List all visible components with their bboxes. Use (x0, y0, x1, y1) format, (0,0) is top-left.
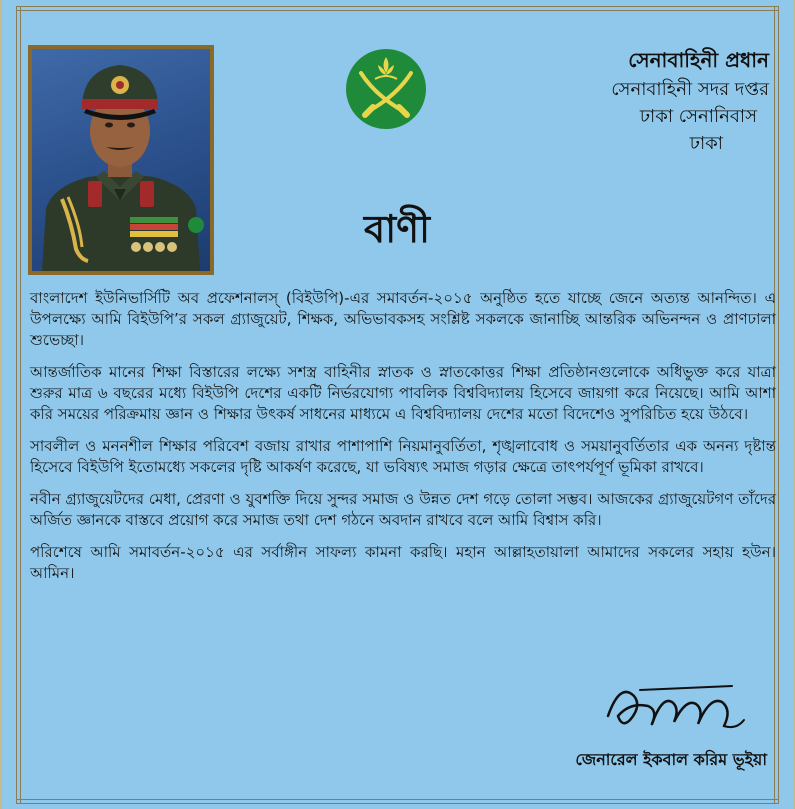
paragraph: বাংলাদেশ ইউনিভার্সিটি অব প্রফেশনালস্ (বিইউপি)-এর সমাবর্তন-২০১৫ অনুষ্ঠিত হতে যাচ্ছে জেনে অত্যন্ত আনন্দিত। এ উপলক্ষ্যে আমি বিইউপি’র সকল গ্র্যাজুয়েট, শিক্ষক, অভিভাবকসহ সংশ্লিষ্ট সকলকে জানাচ্ছি আন্তরিক অভিনন্দন ও প্রাণঢালা শুভেচ্ছা। (30, 289, 776, 349)
city-name: ঢাকা (689, 133, 723, 154)
paragraph: আন্তর্জাতিক মানের শিক্ষা বিস্তারের লক্ষ্যে সশস্ত্র বাহিনীর স্নাতক ও স্নাতকোত্তর শিক্ষা প্রতিষ্ঠানগুলোকে অধিভুক্ত করে যাত্রা শুরুর মাত্র ৬ বছরের মধ্যে বিইউপি দেশের একটি নির্ভরযোগ্য পাবলিক বিশ্ববিদ্যালয় হিসেবে জায়গা করে নিয়েছে। আমি আশা করি সময়ের পরিক্রমায় জ্ঞান ও শিক্ষার উৎকর্ষ সাধনের মাধ্যমে এ বিশ্ববিদ্যালয় দেশের মতো বিদেশেও সুপরিচিত হয়ে উঠবে। (30, 363, 776, 423)
hq-address-block (529, 46, 769, 157)
portrait-illustration (32, 49, 210, 271)
page-title: বাণী (363, 207, 431, 251)
cantonment-name: ঢাকা সেনানিবাস (639, 106, 757, 127)
top-border (16, 6, 779, 11)
office-name: সেনাবাহিনী সদর দপ্তর (611, 79, 769, 100)
message-body (30, 288, 776, 595)
paragraph: পরিশেষে আমি সমাবর্তন-২০১৫ এর সর্বাঙ্গীন সাফল্য কামনা করছি। মহান আল্লাহতায়ালা আমাদের সকলের সহায় হউন। আমিন। (30, 543, 776, 582)
paragraph: সাবলীল ও মননশীল শিক্ষার পরিবেশ বজায় রাখার পাশাপাশি নিয়মানুবর্তিতা, শৃঙ্খলাবোধ ও সময়ানুবর্তিতার এক অনন্য দৃষ্টান্ত হিসেবে বিইউপি ইতোমধ্যে সকলের দৃষ্টি আকর্ষণ করেছে, যা ভবিষ্যৎ সমাজ গড়ার ক্ষেত্রে তাৎপর্যপূর্ণ ভূমিকা রাখবে। (30, 437, 776, 476)
paragraph: নবীন গ্র্যাজুয়েটদের মেধা, প্রেরণা ও যুবশক্তি দিয়ে সুন্দর সমাজ ও উন্নত দেশ গড়ে তোলা সম্ভব। আজকের গ্র্যাজুয়েটগণ তাঁদের অর্জিত জ্ঞানকে বাস্তবে প্রয়োগ করে সমাজ তথা দেশ গঠনে অবদান রাখবে বলে আমি বিশ্বাস করি। (30, 490, 776, 529)
signer-name: জেনারেল ইকবাল করিম ভূইয়া (575, 750, 767, 769)
handwritten-signature (600, 676, 750, 740)
bottom-border (16, 799, 779, 804)
officer-portrait (28, 45, 214, 275)
designation: সেনাবাহিনী প্রধান (628, 48, 769, 72)
left-border (16, 6, 21, 803)
army-emblem-icon (345, 45, 427, 135)
